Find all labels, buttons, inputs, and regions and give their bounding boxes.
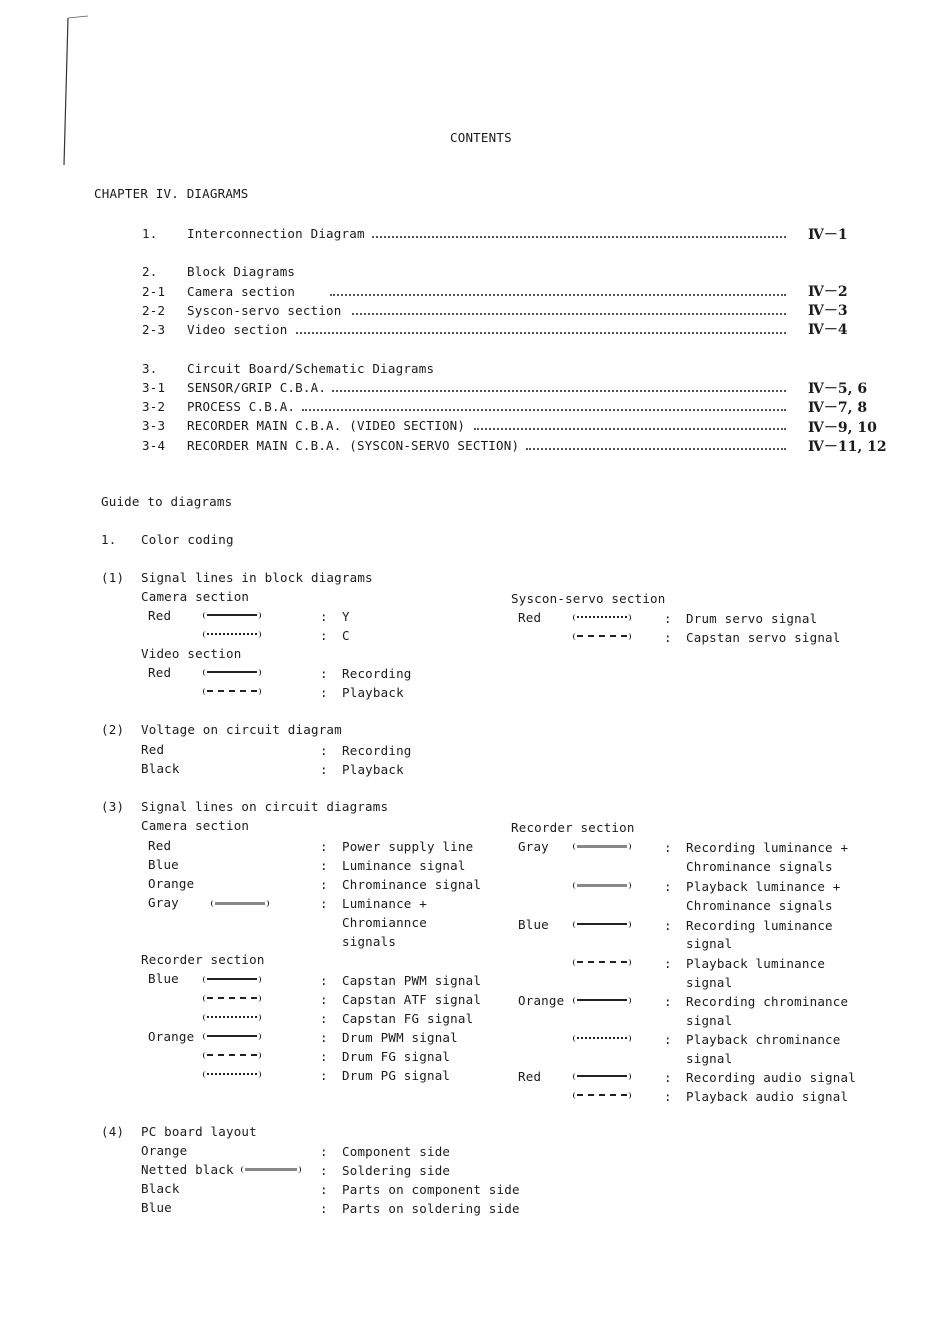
scan-edge-mark bbox=[50, 10, 95, 175]
line-swatch bbox=[573, 1073, 631, 1080]
signal-desc: Drum FG signal bbox=[342, 1049, 451, 1064]
color-name: Red bbox=[518, 1069, 542, 1084]
color-name: Blue bbox=[148, 857, 179, 872]
line-swatch bbox=[573, 959, 631, 966]
section-num: (1) bbox=[101, 570, 125, 585]
color-name: Gray bbox=[148, 895, 179, 910]
line-swatch bbox=[573, 882, 631, 889]
signal-desc: Parts on component side bbox=[342, 1182, 520, 1197]
color-name: Black bbox=[141, 1181, 180, 1196]
color-name: Black bbox=[141, 761, 180, 776]
colon: : bbox=[320, 973, 328, 988]
signal-desc: signals bbox=[342, 934, 397, 949]
colon: : bbox=[320, 609, 328, 624]
color-name: Netted black bbox=[141, 1162, 234, 1177]
signal-desc: Recording bbox=[342, 666, 412, 681]
colon: : bbox=[320, 1011, 328, 1026]
colon: : bbox=[320, 839, 328, 854]
color-name: Orange bbox=[148, 876, 195, 891]
toc-label: Circuit Board/Schematic Diagrams bbox=[187, 361, 435, 376]
colon: : bbox=[320, 1201, 328, 1216]
signal-desc: Power supply line bbox=[342, 839, 474, 854]
signal-desc: Luminance signal bbox=[342, 858, 466, 873]
section-num: (2) bbox=[101, 722, 125, 737]
section-num: (4) bbox=[101, 1124, 125, 1139]
colon: : bbox=[320, 1049, 328, 1064]
colon: : bbox=[664, 630, 672, 645]
signal-desc: Luminance + bbox=[342, 896, 427, 911]
line-swatch bbox=[203, 1052, 261, 1059]
subsection-title: Syscon-servo section bbox=[511, 591, 666, 606]
toc-num: 3-2 bbox=[142, 399, 166, 414]
subsection-title: Recorder section bbox=[141, 952, 265, 967]
toc-leader bbox=[296, 332, 786, 334]
colon: : bbox=[320, 628, 328, 643]
signal-desc: Playback audio signal bbox=[686, 1089, 849, 1104]
toc-leader bbox=[302, 409, 786, 411]
toc-leader bbox=[330, 294, 786, 296]
signal-desc: Playback bbox=[342, 685, 404, 700]
colon: : bbox=[320, 1182, 328, 1197]
signal-desc: signal bbox=[686, 1051, 733, 1066]
colon: : bbox=[320, 1163, 328, 1178]
toc-num: 2-2 bbox=[142, 303, 166, 318]
line-swatch bbox=[573, 921, 631, 928]
signal-desc: Capstan PWM signal bbox=[342, 973, 482, 988]
line-swatch bbox=[573, 997, 631, 1004]
toc-page: Ⅳ－4 bbox=[808, 322, 848, 338]
signal-desc: Drum PG signal bbox=[342, 1068, 451, 1083]
color-name: Blue bbox=[141, 1200, 172, 1215]
signal-desc: Component side bbox=[342, 1144, 451, 1159]
line-swatch bbox=[203, 1071, 261, 1078]
toc-page: Ⅳ－11, 12 bbox=[808, 439, 887, 455]
chapter-heading: CHAPTER IV. DIAGRAMS bbox=[94, 186, 249, 201]
section-label: Signal lines on circuit diagrams bbox=[141, 799, 389, 814]
color-name: Blue bbox=[148, 971, 179, 986]
toc-leader bbox=[474, 428, 786, 430]
toc-page: Ⅳ－2 bbox=[808, 284, 848, 300]
signal-desc: C bbox=[342, 628, 350, 643]
colon: : bbox=[320, 1068, 328, 1083]
subsection-title: Video section bbox=[141, 646, 242, 661]
signal-desc: Capstan FG signal bbox=[342, 1011, 474, 1026]
signal-desc: Recording luminance bbox=[686, 918, 833, 933]
section-num: 1. bbox=[101, 532, 117, 547]
color-name: Orange bbox=[518, 993, 565, 1008]
line-swatch bbox=[211, 900, 269, 907]
signal-desc: Y bbox=[342, 609, 350, 624]
section-label: Voltage on circuit diagram bbox=[141, 722, 342, 737]
toc-label: RECORDER MAIN C.B.A. (SYSCON-SERVO SECTION) bbox=[187, 438, 520, 453]
toc-label: RECORDER MAIN C.B.A. (VIDEO SECTION) bbox=[187, 418, 466, 433]
line-swatch bbox=[573, 614, 631, 621]
color-name: Red bbox=[148, 608, 172, 623]
toc-num: 2. bbox=[142, 264, 158, 279]
line-swatch bbox=[203, 1033, 261, 1040]
toc-leader bbox=[372, 236, 786, 238]
colon: : bbox=[320, 685, 328, 700]
page-title: CONTENTS bbox=[450, 130, 512, 145]
signal-desc: Chrominance signals bbox=[686, 859, 833, 874]
signal-desc: Parts on soldering side bbox=[342, 1201, 520, 1216]
section-label: PC board layout bbox=[141, 1124, 257, 1139]
line-swatch bbox=[203, 631, 261, 638]
toc-page: Ⅳ－3 bbox=[808, 303, 848, 319]
line-swatch bbox=[241, 1166, 301, 1173]
signal-desc: Recording luminance + bbox=[686, 840, 849, 855]
toc-num: 3-1 bbox=[142, 380, 166, 395]
toc-label: Syscon-servo section bbox=[187, 303, 342, 318]
colon: : bbox=[320, 666, 328, 681]
colon: : bbox=[320, 743, 328, 758]
signal-desc: Playback bbox=[342, 762, 404, 777]
colon: : bbox=[664, 840, 672, 855]
color-name: Red bbox=[148, 665, 172, 680]
colon: : bbox=[320, 1144, 328, 1159]
color-name: Red bbox=[148, 838, 172, 853]
color-name: Blue bbox=[518, 917, 549, 932]
line-swatch bbox=[203, 1014, 261, 1021]
line-swatch bbox=[573, 633, 631, 640]
line-swatch bbox=[203, 612, 261, 619]
subsection-title: Recorder section bbox=[511, 820, 635, 835]
colon: : bbox=[664, 918, 672, 933]
color-name: Gray bbox=[518, 839, 549, 854]
toc-num: 1. bbox=[142, 226, 158, 241]
line-swatch bbox=[573, 1035, 631, 1042]
colon: : bbox=[320, 762, 328, 777]
guide-heading: Guide to diagrams bbox=[101, 494, 233, 509]
colon: : bbox=[320, 992, 328, 1007]
signal-desc: Recording audio signal bbox=[686, 1070, 856, 1085]
toc-label: PROCESS C.B.A. bbox=[187, 399, 296, 414]
toc-page: Ⅳ－9, 10 bbox=[808, 420, 877, 436]
colon: : bbox=[664, 1070, 672, 1085]
toc-num: 3-4 bbox=[142, 438, 166, 453]
line-swatch bbox=[203, 688, 261, 695]
signal-desc: signal bbox=[686, 1013, 733, 1028]
toc-num: 3. bbox=[142, 361, 158, 376]
toc-num: 2-1 bbox=[142, 284, 166, 299]
colon: : bbox=[320, 896, 328, 911]
toc-leader bbox=[526, 448, 786, 450]
color-name: Red bbox=[141, 742, 165, 757]
signal-desc: Chromiannce bbox=[342, 915, 427, 930]
signal-desc: Soldering side bbox=[342, 1163, 451, 1178]
subsection-title: Camera section bbox=[141, 589, 250, 604]
toc-label: Block Diagrams bbox=[187, 264, 296, 279]
signal-desc: Chrominance signal bbox=[342, 877, 482, 892]
color-name: Red bbox=[518, 610, 542, 625]
signal-desc: Playback luminance + bbox=[686, 879, 841, 894]
signal-desc: signal bbox=[686, 975, 733, 990]
section-label: Color coding bbox=[141, 532, 234, 547]
colon: : bbox=[320, 1030, 328, 1045]
color-name: Orange bbox=[148, 1029, 195, 1044]
color-name: Orange bbox=[141, 1143, 188, 1158]
toc-label: Interconnection Diagram bbox=[187, 226, 365, 241]
signal-desc: Playback luminance bbox=[686, 956, 826, 971]
colon: : bbox=[664, 994, 672, 1009]
colon: : bbox=[664, 611, 672, 626]
colon: : bbox=[664, 879, 672, 894]
colon: : bbox=[320, 877, 328, 892]
toc-page: Ⅳ－7, 8 bbox=[808, 400, 868, 416]
toc-label: SENSOR/GRIP C.B.A. bbox=[187, 380, 327, 395]
line-swatch bbox=[573, 1092, 631, 1099]
toc-leader bbox=[352, 313, 786, 315]
line-swatch bbox=[203, 995, 261, 1002]
line-swatch bbox=[203, 976, 261, 983]
signal-desc: Recording chrominance bbox=[686, 994, 849, 1009]
toc-page: Ⅳ－5, 6 bbox=[808, 381, 868, 397]
signal-desc: signal bbox=[686, 936, 733, 951]
signal-desc: Capstan ATF signal bbox=[342, 992, 482, 1007]
toc-num: 3-3 bbox=[142, 418, 166, 433]
line-swatch bbox=[573, 843, 631, 850]
subsection-title: Camera section bbox=[141, 818, 250, 833]
toc-leader bbox=[332, 390, 786, 392]
colon: : bbox=[664, 1032, 672, 1047]
signal-desc: Drum PWM signal bbox=[342, 1030, 458, 1045]
toc-label: Camera section bbox=[187, 284, 296, 299]
signal-desc: Playback chrominance bbox=[686, 1032, 841, 1047]
line-swatch bbox=[203, 669, 261, 676]
section-label: Signal lines in block diagrams bbox=[141, 570, 373, 585]
toc-page: Ⅳ－1 bbox=[808, 227, 848, 243]
signal-desc: Drum servo signal bbox=[686, 611, 818, 626]
toc-num: 2-3 bbox=[142, 322, 166, 337]
section-num: (3) bbox=[101, 799, 125, 814]
colon: : bbox=[320, 858, 328, 873]
signal-desc: Chrominance signals bbox=[686, 898, 833, 913]
colon: : bbox=[664, 956, 672, 971]
signal-desc: Recording bbox=[342, 743, 412, 758]
colon: : bbox=[664, 1089, 672, 1104]
signal-desc: Capstan servo signal bbox=[686, 630, 841, 645]
toc-label: Video section bbox=[187, 322, 288, 337]
